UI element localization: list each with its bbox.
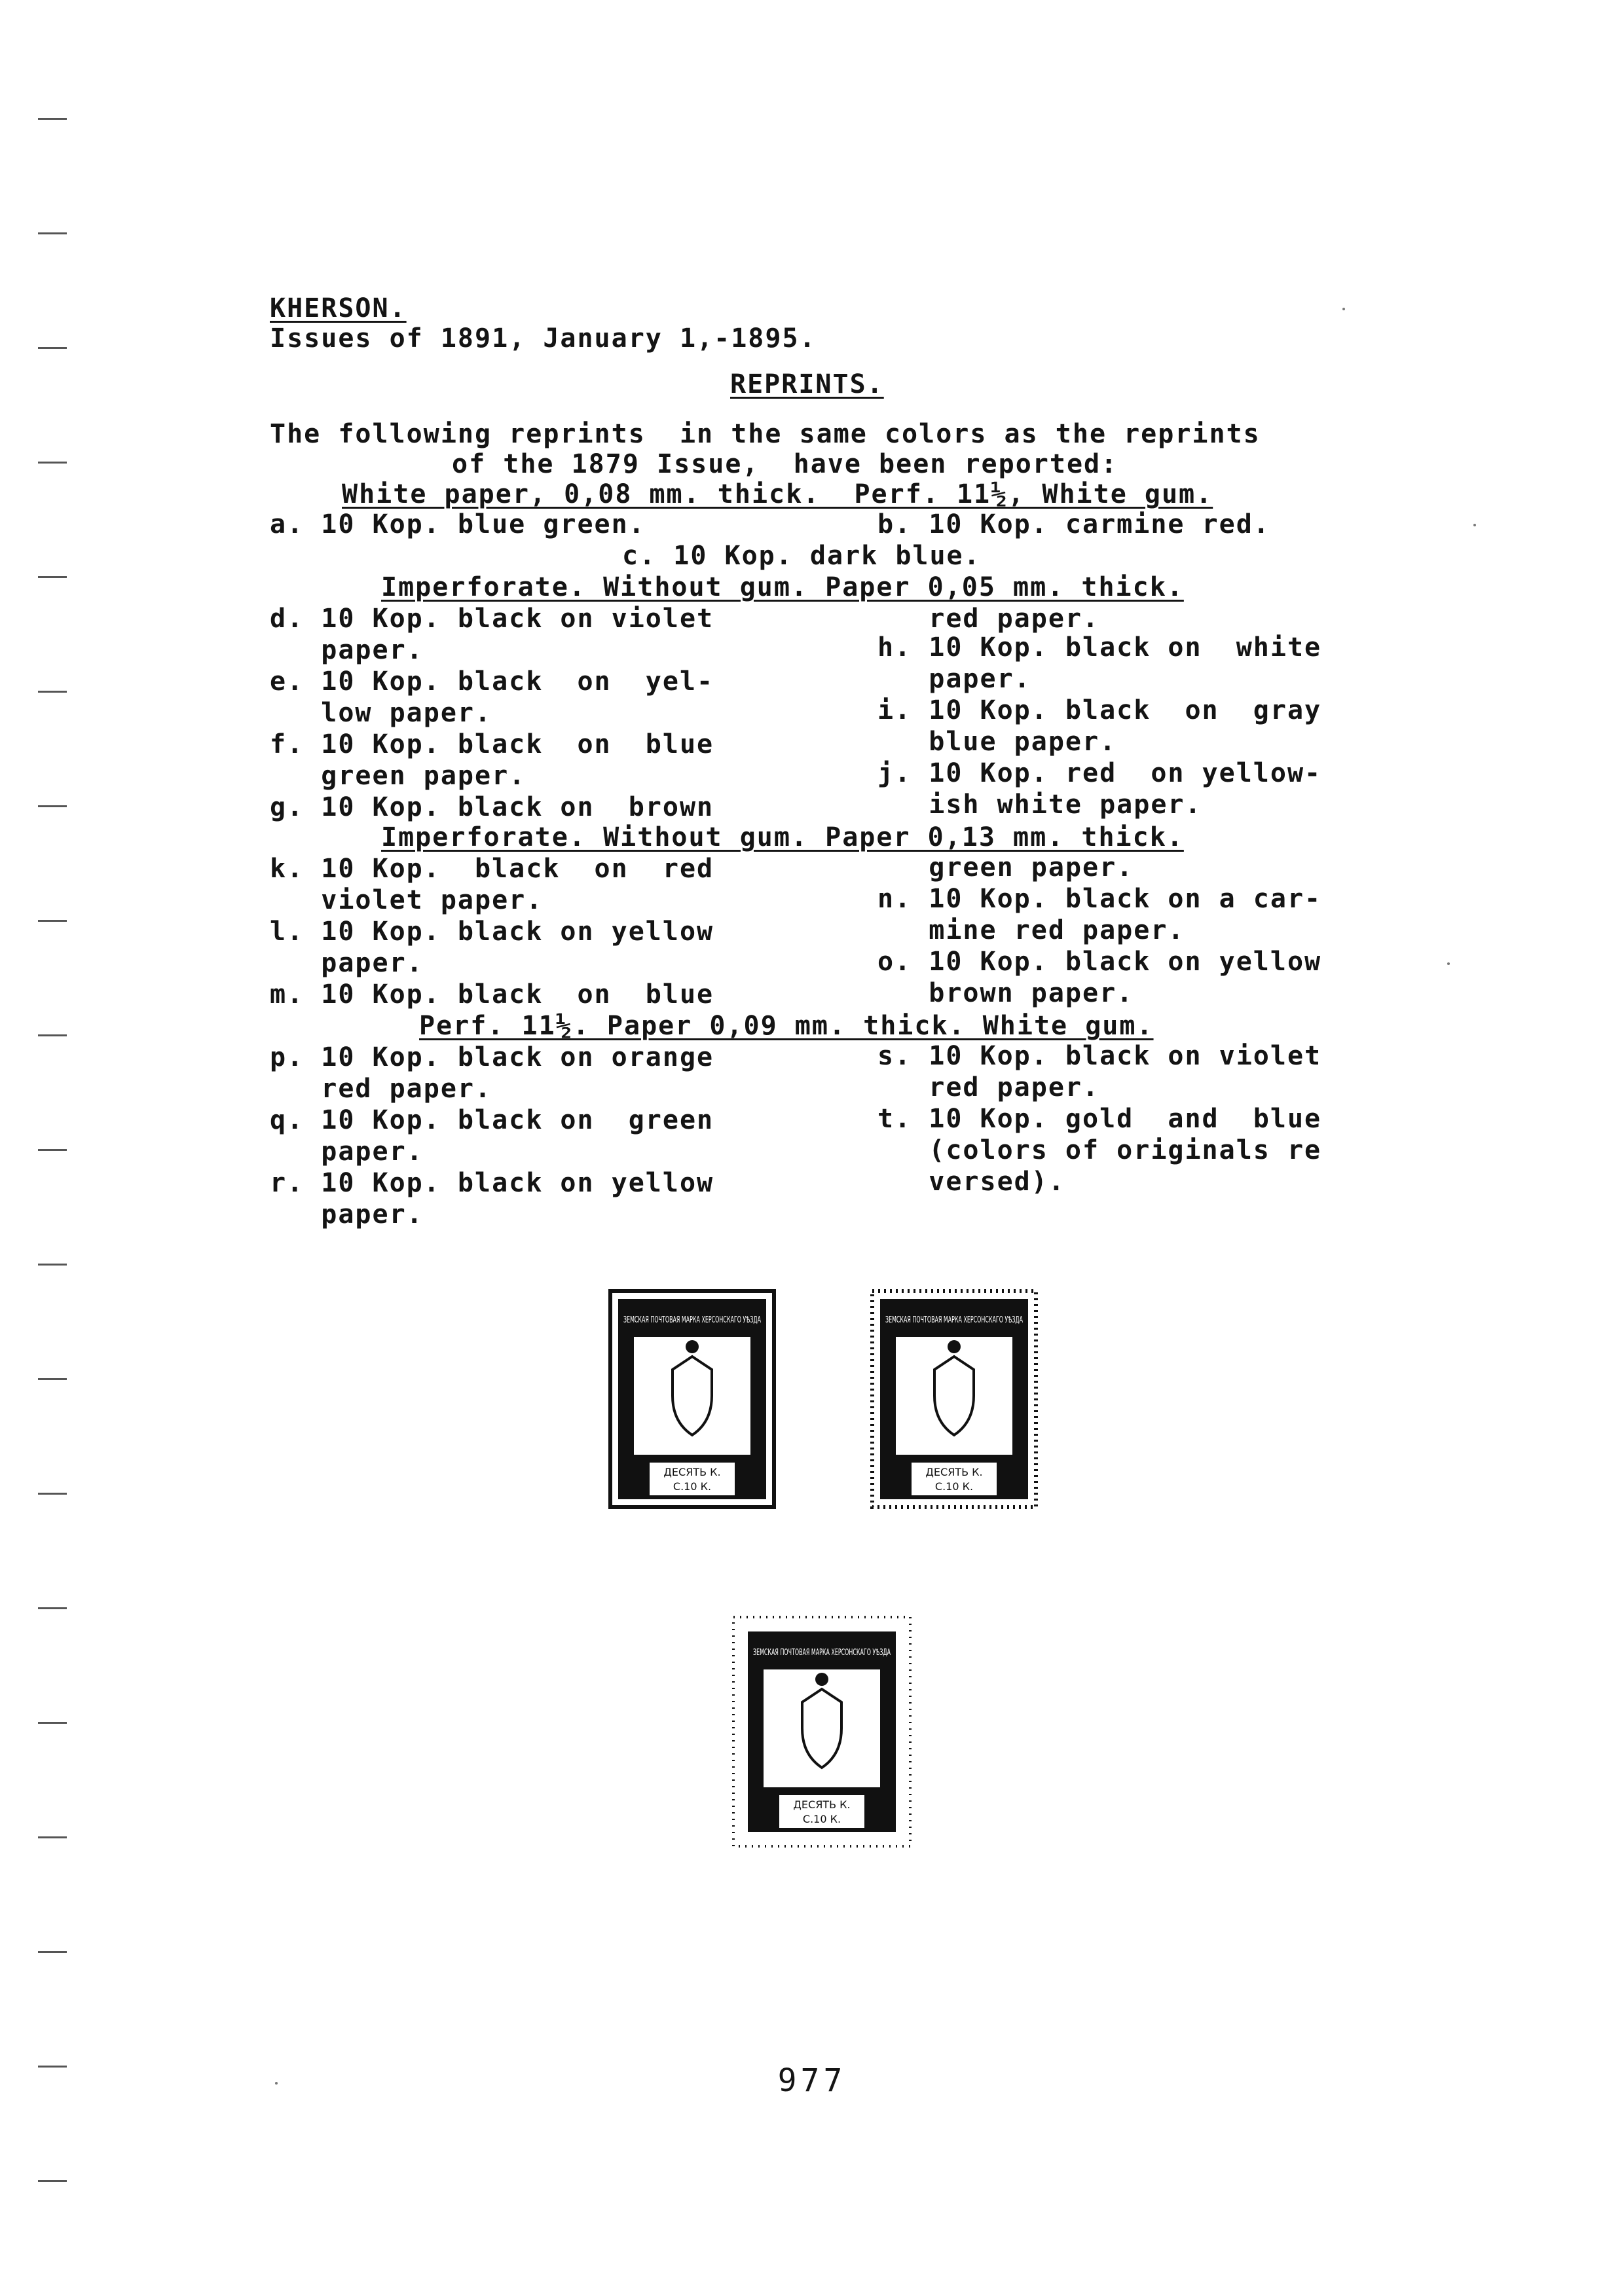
group2-right-line: h. 10 Kop. black on white bbox=[877, 632, 1322, 663]
group2-right-line: red paper. bbox=[877, 604, 1100, 634]
group3-heading: Imperforate. Without gum. Paper 0,13 mm. thick. bbox=[381, 822, 1184, 852]
group3-right-line: o. 10 Kop. black on yellow bbox=[877, 947, 1322, 977]
stamp-image bbox=[604, 1285, 781, 1523]
stamp-inscription: ЗЕМСКАЯ ПОЧТОВАЯ МАРКА ХЕРСОНСКАГО УѢЗДА bbox=[753, 1648, 891, 1658]
section-title: KHERSON. bbox=[270, 293, 407, 323]
group3-left-line: violet paper. bbox=[270, 885, 544, 915]
group3-left-line: k. 10 Kop. black on red bbox=[270, 854, 714, 884]
group4-right-line: (colors of originals re bbox=[877, 1135, 1322, 1165]
group3-right-line: green paper. bbox=[877, 852, 1134, 883]
group1-heading: White paper, 0,08 mm. thick. Perf. 11½, White gum. bbox=[342, 479, 1213, 509]
group4-left-line: paper. bbox=[270, 1137, 424, 1167]
group4-right-line: versed). bbox=[877, 1167, 1065, 1197]
stamp-image bbox=[727, 1611, 917, 1855]
stamp-value-num: С.10 К. bbox=[673, 1480, 712, 1493]
group4-heading: Perf. 11½. Paper 0,09 mm. thick. White gum. bbox=[419, 1011, 1154, 1041]
group2-right-line: i. 10 Kop. black on gray bbox=[877, 695, 1322, 725]
group3-right-line: brown paper. bbox=[877, 978, 1134, 1008]
item-a: a. 10 Kop. blue green. bbox=[270, 509, 646, 539]
group3-right-line: n. 10 Kop. black on a car- bbox=[877, 884, 1322, 914]
stamp-value-word: ДЕСЯТЬ К. bbox=[925, 1466, 983, 1478]
group4-right-line: s. 10 Kop. black on violet bbox=[877, 1041, 1322, 1071]
group4-left-line: r. 10 Kop. black on yellow bbox=[270, 1168, 714, 1198]
intro-line-2: of the 1879 Issue, have been reported: bbox=[452, 449, 1118, 479]
group4-left-line: red paper. bbox=[270, 1074, 492, 1104]
group4-left-line: paper. bbox=[270, 1199, 424, 1230]
stamp-value-num: С.10 К. bbox=[802, 1813, 841, 1825]
group3-left-line: m. 10 Kop. black on blue bbox=[270, 979, 714, 1010]
stamp-value-num: С.10 К. bbox=[934, 1480, 974, 1493]
group2-left-line: low paper. bbox=[270, 698, 492, 728]
group2-right-line: blue paper. bbox=[877, 727, 1117, 757]
page-number: 977 bbox=[777, 2062, 847, 2099]
group2-left-line: e. 10 Kop. black on yel- bbox=[270, 666, 714, 697]
stamp-inscription: ЗЕМСКАЯ ПОЧТОВАЯ МАРКА ХЕРСОНСКАГО УѢЗДА bbox=[885, 1315, 1024, 1325]
group3-left-line: l. 10 Kop. black on yellow bbox=[270, 917, 714, 947]
stamp-value-word: ДЕСЯТЬ К. bbox=[663, 1466, 721, 1478]
group2-left-line: green paper. bbox=[270, 761, 526, 791]
stamp-inscription: ЗЕМСКАЯ ПОЧТОВАЯ МАРКА ХЕРСОНСКАГО УѢЗДА bbox=[623, 1315, 762, 1325]
item-c: c. 10 Kop. dark blue. bbox=[622, 541, 981, 571]
item-b: b. 10 Kop. carmine red. bbox=[877, 509, 1270, 539]
group3-left-line: paper. bbox=[270, 948, 424, 978]
group2-right-line: j. 10 Kop. red on yellow- bbox=[877, 758, 1322, 788]
group3-right-line: mine red paper. bbox=[877, 915, 1185, 945]
group2-right-line: paper. bbox=[877, 664, 1031, 694]
group2-left-line: d. 10 Kop. black on violet bbox=[270, 604, 714, 634]
group4-left-line: p. 10 Kop. black on orange bbox=[270, 1042, 714, 1072]
reprints-heading: REPRINTS. bbox=[730, 369, 884, 399]
group2-left-line: g. 10 Kop. black on brown bbox=[270, 792, 714, 822]
stamp-image bbox=[866, 1285, 1043, 1523]
group2-left-line: paper. bbox=[270, 635, 424, 665]
group2-right-line: ish white paper. bbox=[877, 790, 1202, 820]
issues-line: Issues of 1891, January 1,-1895. bbox=[270, 323, 817, 354]
group2-left-line: f. 10 Kop. black on blue bbox=[270, 729, 714, 759]
stamp-value-word: ДЕСЯТЬ К. bbox=[793, 1798, 851, 1811]
group4-left-line: q. 10 Kop. black on green bbox=[270, 1105, 714, 1135]
group4-right-line: red paper. bbox=[877, 1072, 1100, 1102]
group2-heading: Imperforate. Without gum. Paper 0,05 mm. thick. bbox=[381, 572, 1184, 602]
intro-line-1: The following reprints in the same colors as the reprints bbox=[270, 419, 1261, 449]
group4-right-line: t. 10 Kop. gold and blue bbox=[877, 1104, 1322, 1134]
